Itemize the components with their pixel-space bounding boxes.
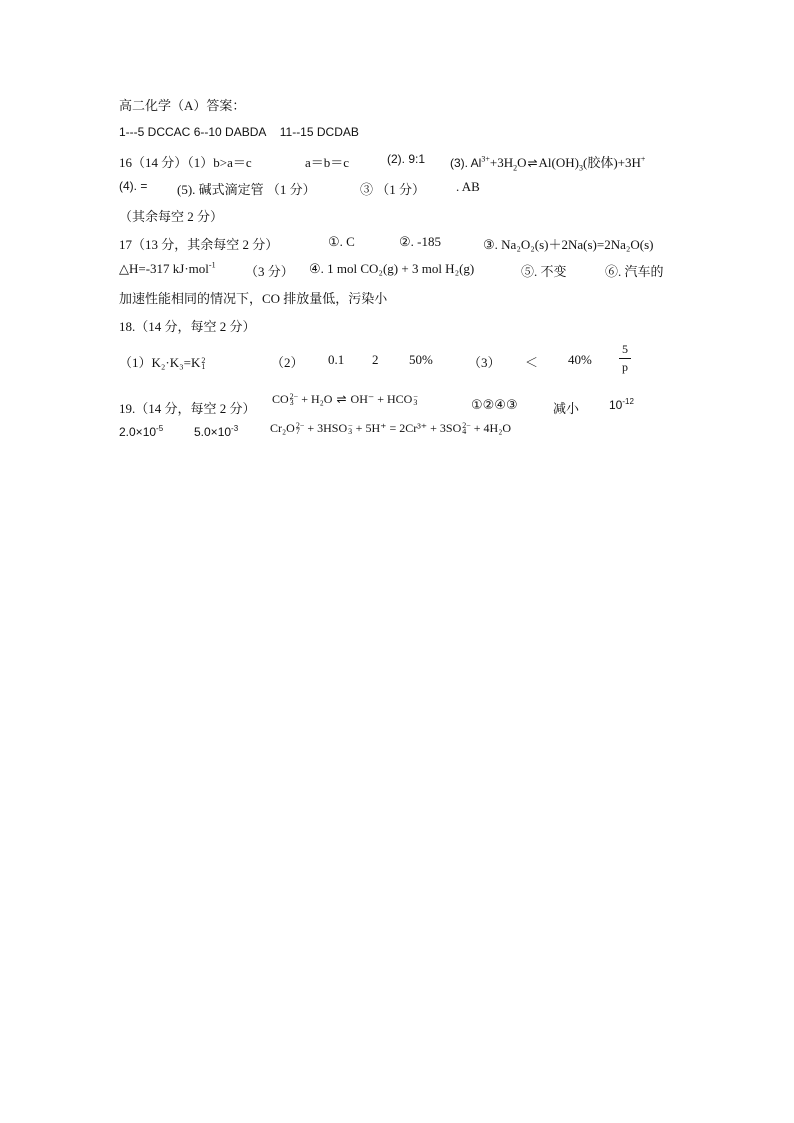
q16-p4: (4). =: [119, 179, 148, 193]
q17-a2: ②. -185: [399, 234, 441, 249]
q16-p3-label: (3). Al: [450, 156, 482, 170]
q18-p3: （3）: [468, 355, 501, 370]
q19-eq2-so4-sub: 4: [462, 427, 467, 437]
q16-p5c: . AB: [456, 179, 480, 194]
q19-c2: [194, 425, 238, 439]
q18-p1-sup: 2: [201, 355, 206, 365]
q19-eq1: [272, 392, 418, 407]
q19-c1-exp: -5: [156, 424, 164, 433]
equilibrium-arrow-icon: ⇌: [527, 156, 538, 170]
q19-eq1-r-sub: 3: [413, 398, 418, 408]
q16-head: 16（14 分）（1）b>a＝c: [119, 155, 252, 170]
q19-eq1-mid: + H₂O: [301, 392, 333, 406]
q17-a6: ⑥. 汽车的: [605, 264, 664, 279]
q19-eq2-rest-charge: −: [348, 420, 353, 430]
q19-head: 19.（14 分，每空 2 分）: [119, 401, 256, 416]
q16-p3-rest: +3H: [489, 155, 514, 170]
q19-eq2-charge: 2−: [295, 420, 305, 430]
q19-ksp: [609, 398, 634, 412]
mc-11-15: 11--15 DCDAB: [279, 125, 359, 139]
mc-6-10: 6--10 DABDA: [193, 125, 267, 139]
q19-eq2-rest2: + 5H⁺ = 2Cr³⁺ + 3SO: [355, 421, 462, 435]
q19-eq2: [270, 421, 511, 436]
q18-p2: （2）: [271, 355, 304, 370]
mc-answers: [119, 125, 694, 139]
q19-eq2-rest-sub: 3: [348, 427, 353, 437]
q16-p2: (2). 9:1: [387, 152, 426, 166]
q19-eq2-so4-charge: 2−: [462, 420, 471, 430]
q19-eq2-end: + 4H₂O: [473, 421, 512, 435]
q17-line3: [119, 288, 694, 307]
q17-dh-sup: -1: [208, 260, 216, 270]
q16-p3: (3). $Al^{3+}+3H_2O\rightleftharpoons Al(OH)_3$(胶体)+3H+: [450, 154, 646, 173]
q19-eq1-left: CO: [272, 392, 289, 406]
q19-eq1-right: OH⁻ + HCO: [350, 392, 413, 406]
q16-p1b: a＝b＝c: [305, 155, 350, 170]
q18-v1: 0.1: [328, 352, 345, 367]
q18-v5: 40%: [568, 352, 592, 367]
q16-note: [119, 206, 694, 225]
q19-eq1-r-charge: −: [413, 391, 418, 401]
q16-p3-prod: Al(OH): [538, 155, 579, 170]
q19-ksp-base: 10: [609, 398, 623, 412]
q18-fraction: [619, 342, 631, 375]
q19-c2-exp: -3: [231, 424, 239, 433]
q19-change: 减小: [553, 401, 580, 416]
q17-dh: [119, 261, 216, 277]
q19-eq2-rest: + 3HSO: [307, 421, 348, 435]
q19-eq2-left: Cr₂O: [270, 421, 295, 435]
q18-frac-num: 5: [619, 342, 631, 359]
q16-p3-prod2: (胶体)+3H: [582, 155, 641, 170]
q19-eq2-sub: 7: [295, 427, 300, 437]
q17-a6b: 加速性能相同的情况下，CO 排放量低，污染小: [119, 291, 388, 306]
q17-a3: ③. Na₂O₂(s)＋2Na(s)=2Na₂O(s): [483, 237, 654, 252]
q17-dh-text: △H=-317 kJ·mol: [119, 261, 209, 276]
mc-1-5: 1---5 DCCAC: [119, 125, 191, 139]
q19-order: ①②④③: [471, 398, 518, 413]
q16-p5b: ③ （1 分）: [360, 182, 426, 197]
q18-p1-sub: 1: [201, 362, 206, 372]
title-text: 高二化学（A）答案：: [119, 98, 246, 113]
q17-head: 17（13 分，其余每空 2 分）: [119, 237, 279, 252]
q17-a4: ④. 1 mol CO₂(g) + 3 mol H₂(g): [309, 261, 475, 276]
q19-c1-base: 2.0×10: [119, 425, 157, 439]
q19-eq1-charge: 2−: [289, 391, 299, 401]
q17-dh-points: （3 分）: [245, 264, 294, 279]
sheet-title: [119, 95, 694, 114]
q18-head-line: [119, 316, 694, 335]
q18-v2: 2: [372, 352, 379, 367]
q18-v3: 50%: [409, 352, 433, 367]
q19-eq1-sub: 3: [289, 398, 294, 408]
q18-p1: [119, 352, 205, 371]
q17-a5: ⑤. 不变: [521, 264, 567, 279]
q18-frac-den: p: [622, 360, 628, 374]
q16-p5: (5). 碱式滴定管 （1 分）: [177, 182, 316, 197]
q19-ksp-exp: -12: [622, 397, 634, 406]
q16-p3-o: O: [517, 155, 527, 170]
q18-p1-text: （1）K₂·K₃=K: [119, 355, 201, 370]
q17-a1: ①. C: [328, 234, 355, 249]
q18-v4: ＜: [525, 355, 539, 370]
equilibrium-arrow-icon: ⇌: [336, 392, 347, 406]
q19-c1: [119, 425, 163, 439]
q18-head: 18.（14 分，每空 2 分）: [119, 319, 256, 334]
q16-note-text: （其余每空 2 分）: [119, 209, 224, 224]
q19-c2-base: 5.0×10: [194, 425, 232, 439]
